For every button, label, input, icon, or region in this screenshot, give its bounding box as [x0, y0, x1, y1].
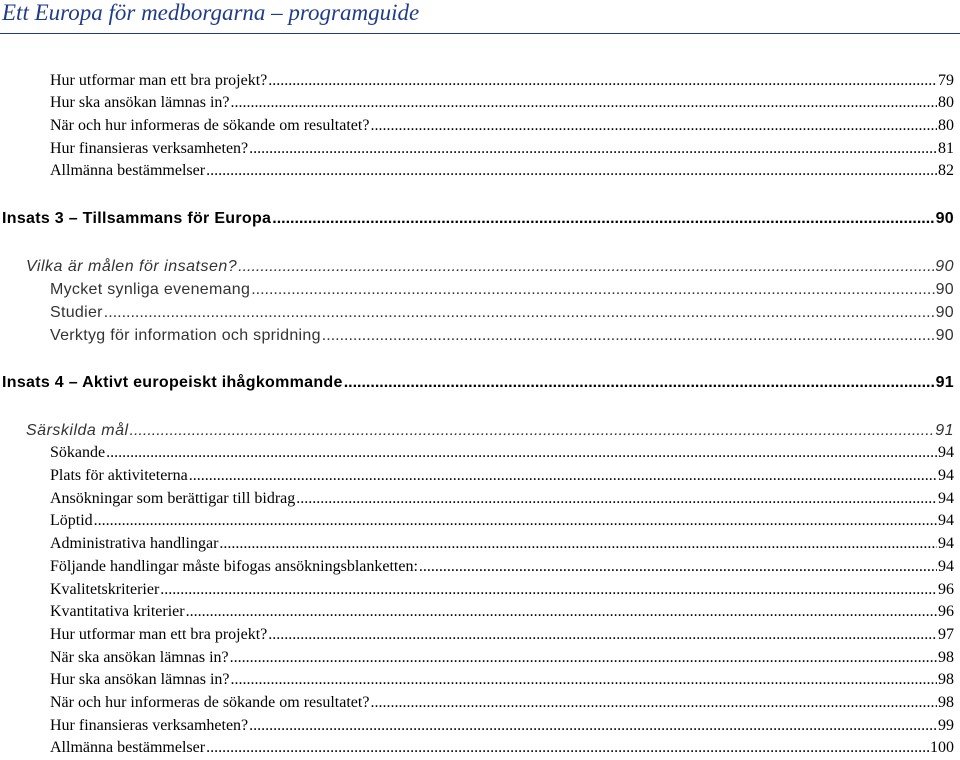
toc-entry-label: Hur finansieras verksamheten? [50, 140, 249, 157]
toc-entry[interactable] [50, 624, 954, 646]
toc-entry-page: 94 [938, 444, 954, 461]
toc-entry-page: 97 [938, 626, 954, 643]
toc-entry-label: Allmänna bestämmelser [50, 162, 206, 179]
toc-entry-label: Studier [50, 304, 103, 321]
toc-entry-label: Verktyg för information och spridning [50, 327, 321, 344]
toc-entry[interactable] [50, 488, 954, 510]
toc-entry-label: Allmänna bestämmelser [50, 739, 206, 756]
toc-entry-label: När och hur informeras de sökande om resultatet? [50, 694, 370, 711]
toc-entry-page: 96 [938, 603, 954, 620]
toc-leader [106, 442, 937, 464]
toc-leader [419, 556, 937, 578]
toc-subheading-label: Särskilda mål [26, 422, 129, 439]
toc-leader [186, 601, 937, 623]
toc-entry-label: Kvalitetskriterier [50, 581, 160, 598]
toc-entry-page: 94 [938, 490, 954, 507]
toc-entry[interactable] [50, 279, 954, 301]
toc-leader [251, 279, 934, 301]
page-title: Ett Europa för medborgarna – programguide [2, 0, 420, 25]
toc-leader [206, 160, 937, 182]
toc-leader [370, 115, 937, 137]
toc-entry-label: Administrativa handlingar [50, 535, 219, 552]
toc-leader [94, 510, 937, 532]
toc-leader [249, 715, 937, 737]
toc-entry-label: Ansökningar som berättigar till bidrag [50, 490, 296, 507]
toc-entry[interactable] [50, 715, 954, 737]
toc-entry[interactable] [50, 92, 954, 114]
toc-leader [268, 70, 937, 92]
toc-leader [272, 208, 934, 230]
toc-heading-label: Insats 3 – Tillsammans för Europa [2, 210, 272, 227]
toc-entry-label: Sökande [50, 444, 106, 461]
toc-entry[interactable] [50, 601, 954, 623]
toc-entry-page: 98 [938, 649, 954, 666]
toc-entry[interactable] [50, 510, 954, 532]
toc-entry-label: Hur utformar man ett bra projekt? [50, 626, 268, 643]
toc-entry-label: Hur ska ansökan lämnas in? [50, 94, 230, 111]
toc-entry[interactable] [50, 442, 954, 464]
toc-subheading[interactable] [26, 420, 954, 442]
toc-heading-label: Insats 4 – Aktivt europeiskt ihågkommande [2, 374, 343, 391]
toc-entry-page: 94 [938, 512, 954, 529]
toc-entry-page: 80 [938, 117, 954, 134]
toc-leader [104, 302, 935, 324]
toc-leader [230, 647, 937, 669]
toc-entry[interactable] [50, 647, 954, 669]
toc-entry-page: 99 [938, 717, 954, 734]
toc-leader [322, 325, 935, 347]
toc-heading-page: 91 [935, 374, 954, 391]
toc-entry-label: Löptid [50, 512, 93, 529]
toc-subheading-page: 91 [935, 422, 954, 439]
toc-entry-page: 90 [935, 281, 954, 298]
toc-leader [189, 465, 937, 487]
toc-entry[interactable] [50, 669, 954, 691]
toc-entry-label: Hur finansieras verksamheten? [50, 717, 249, 734]
toc-subheading[interactable] [26, 256, 954, 278]
toc-entry-page: 100 [930, 739, 954, 756]
toc-leader [160, 579, 937, 601]
toc-entry-page: 94 [938, 467, 954, 484]
toc-entry-label: Mycket synliga evenemang [50, 281, 251, 298]
toc-subheading-page: 90 [935, 258, 954, 275]
toc-entry[interactable] [50, 465, 954, 487]
toc-leader [344, 372, 935, 394]
toc-entry[interactable] [50, 138, 954, 160]
toc-leader [296, 488, 937, 510]
toc-entry[interactable] [50, 70, 954, 92]
toc-leader [130, 420, 935, 442]
toc-subheading-label: Vilka är målen för insatsen? [26, 258, 238, 275]
toc-entry[interactable] [50, 579, 954, 601]
toc-leader [219, 533, 937, 555]
toc-leader [231, 669, 937, 691]
toc-entry[interactable] [50, 692, 954, 714]
toc-leader [238, 256, 934, 278]
toc-entry-page: 96 [938, 581, 954, 598]
toc-entry-page: 94 [938, 535, 954, 552]
toc-entry-label: Plats för aktiviteterna [50, 467, 188, 484]
toc-entry-page: 82 [938, 162, 954, 179]
toc-leader [249, 138, 937, 160]
toc-entry-page: 94 [938, 558, 954, 575]
toc-entry[interactable] [50, 737, 954, 759]
toc-entry-label: När ska ansökan lämnas in? [50, 649, 229, 666]
toc-entry[interactable] [50, 160, 954, 182]
toc-entry-page: 98 [938, 671, 954, 688]
toc-heading-page: 90 [935, 210, 954, 227]
toc-entry[interactable] [50, 115, 954, 137]
toc-entry-label: Kvantitativa kriterier [50, 603, 185, 620]
toc-entry[interactable] [50, 325, 954, 347]
toc-entry-page: 98 [938, 694, 954, 711]
toc-entry-page: 90 [935, 327, 954, 344]
toc-entry[interactable] [50, 533, 954, 555]
toc-entry-page: 80 [938, 94, 954, 111]
toc-entry-page: 79 [938, 72, 954, 89]
toc-entry-page: 90 [935, 304, 954, 321]
toc-entry[interactable] [50, 302, 954, 324]
toc-entry-label: Hur utformar man ett bra projekt? [50, 72, 268, 89]
toc-leader [206, 737, 929, 759]
toc-leader [231, 92, 937, 114]
toc-heading[interactable] [2, 372, 954, 394]
toc-entry-label: När och hur informeras de sökande om resultatet? [50, 117, 370, 134]
toc-entry[interactable] [50, 556, 954, 578]
toc-entry-label: Följande handlingar måste bifogas ansökningsblanketten: [50, 558, 418, 575]
toc-entry-page: 81 [938, 140, 954, 157]
toc-leader [268, 624, 937, 646]
toc-leader [370, 692, 937, 714]
toc-entry-label: Hur ska ansökan lämnas in? [50, 671, 230, 688]
toc-heading[interactable] [2, 208, 954, 230]
